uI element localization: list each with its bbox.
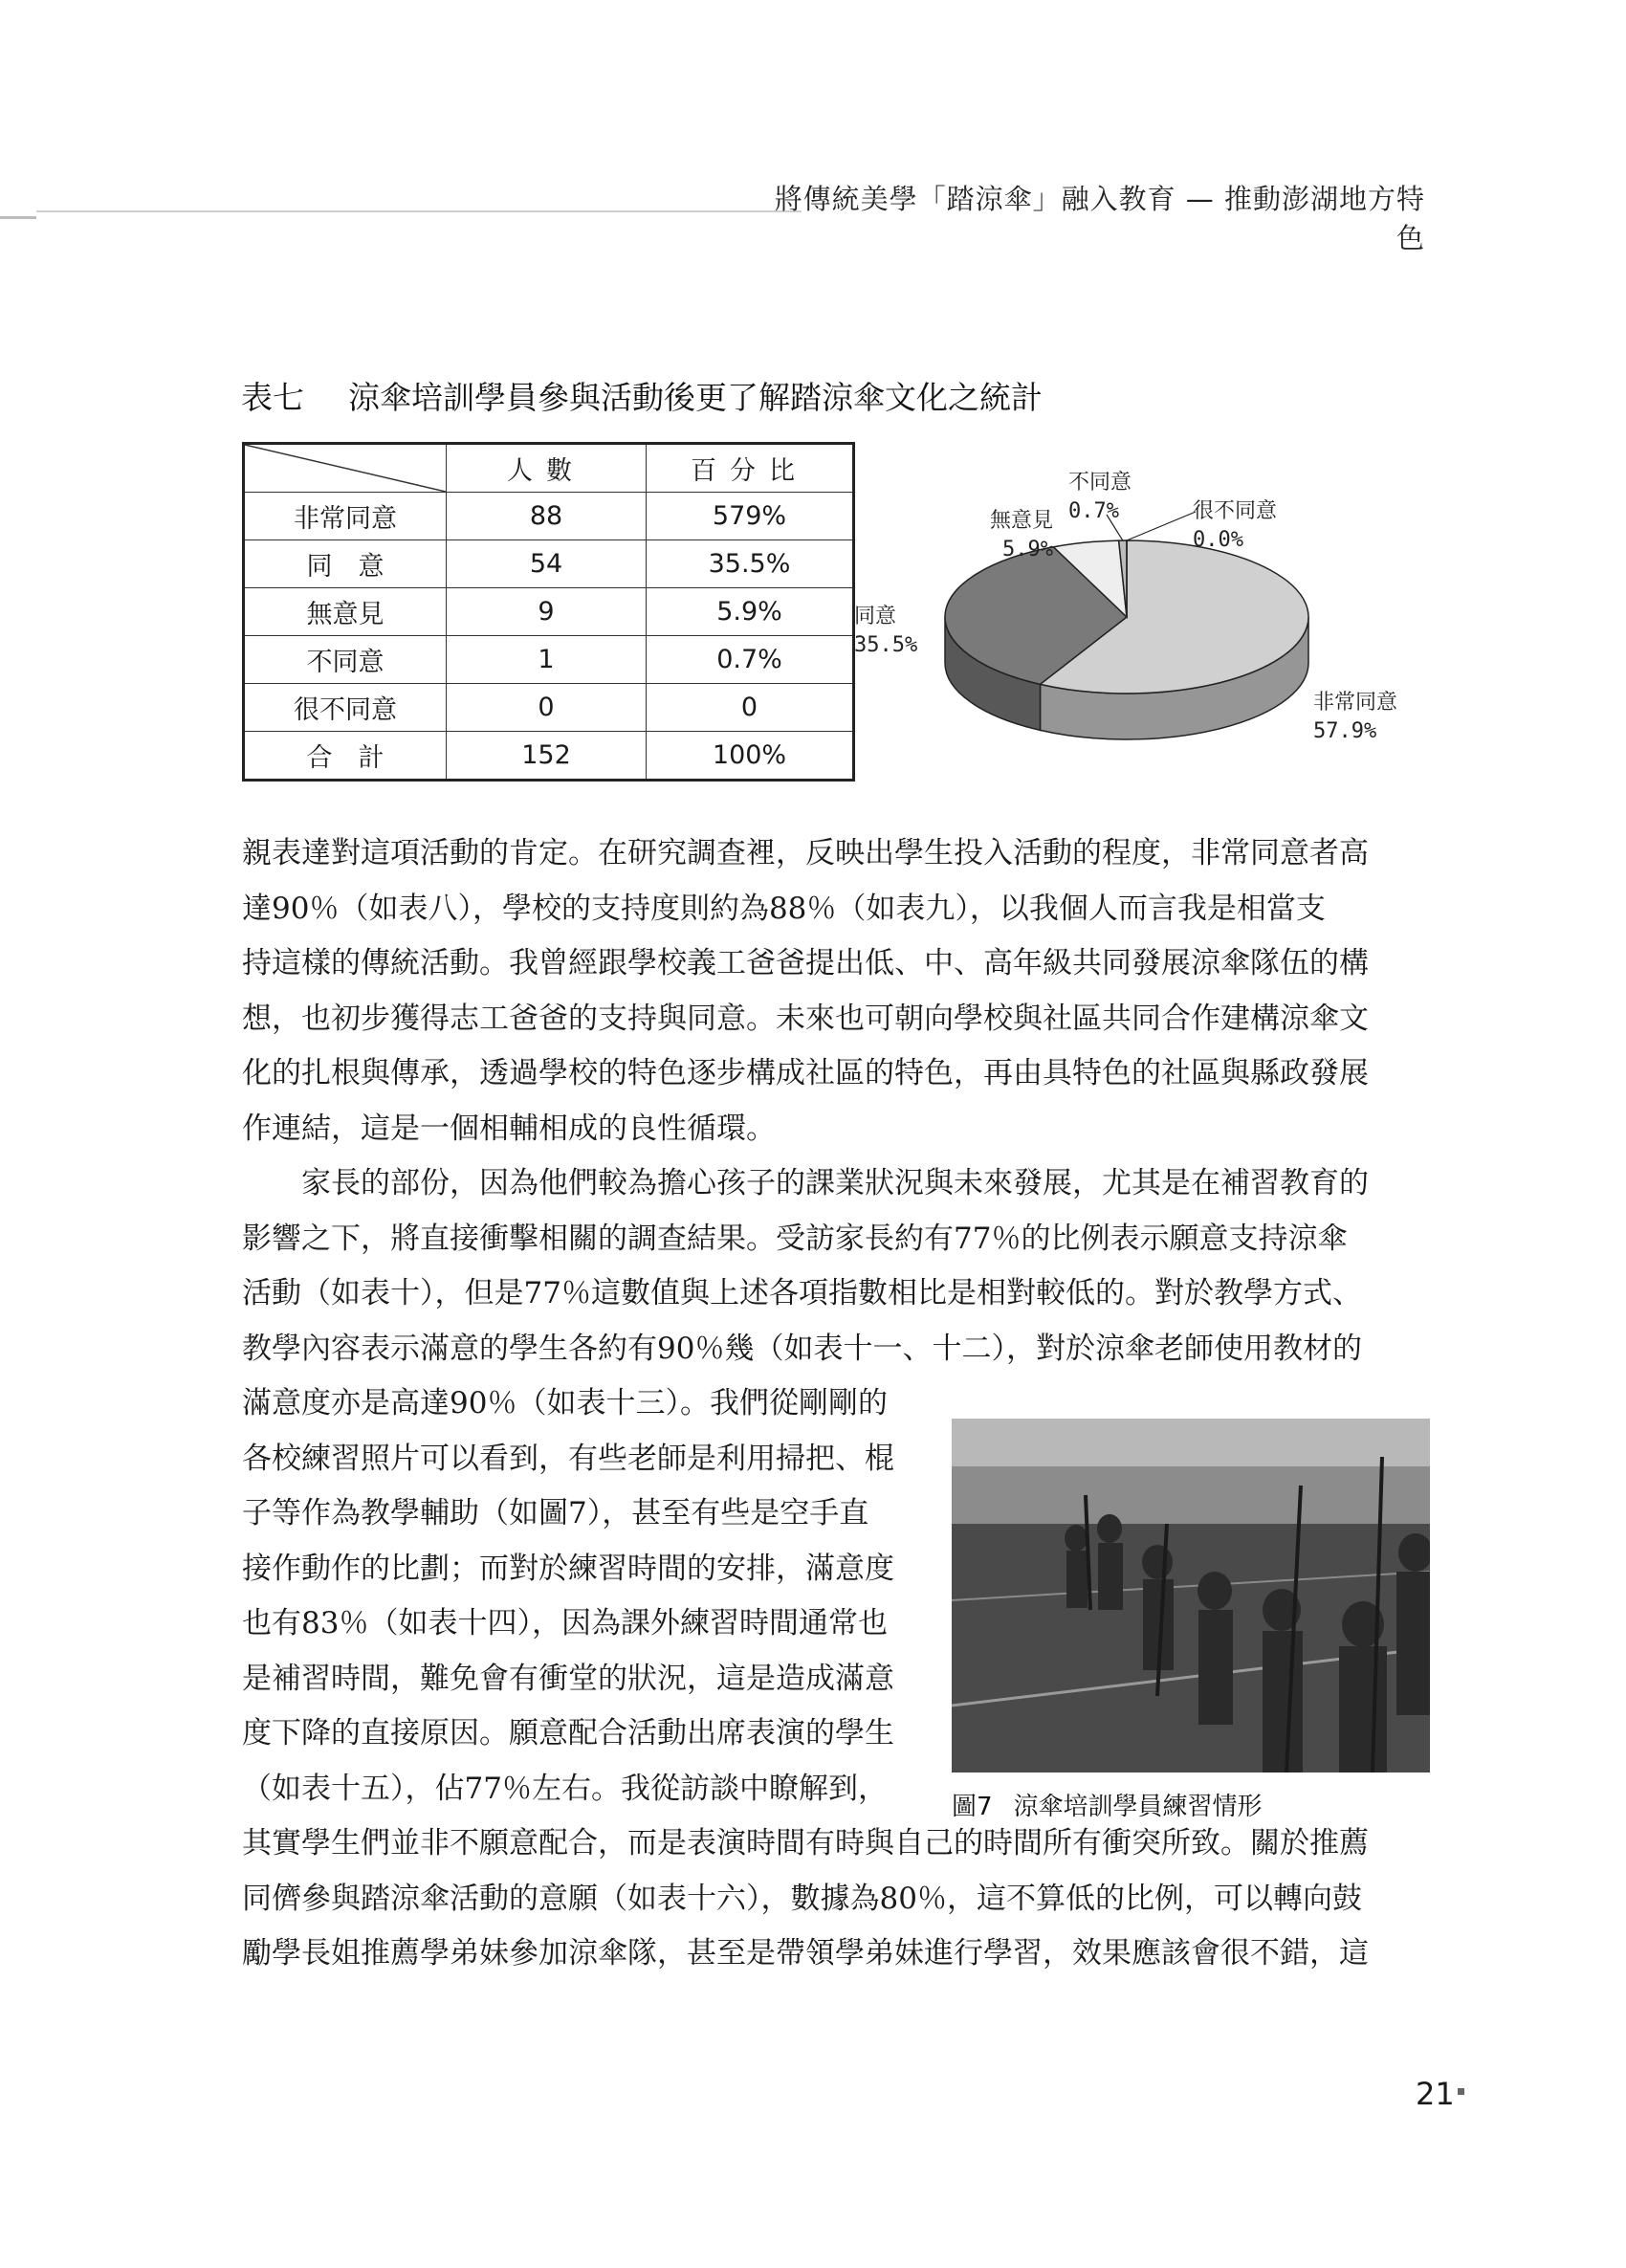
row-percent: 100% bbox=[647, 732, 854, 781]
table-total-row bbox=[244, 732, 854, 781]
header-rule-left bbox=[0, 216, 36, 219]
text-line: 達90％（如表八），學校的支持度則約為88％（如表九），以我個人而言我是相當支 bbox=[242, 891, 1326, 926]
pie-label-value: 0.7% bbox=[1068, 499, 1119, 523]
row-count: 1 bbox=[447, 636, 647, 684]
figure-caption-text: 涼傘培訓學員練習情形 bbox=[1013, 1793, 1263, 1821]
text-line: 化的扎根與傳承，透過學校的特色逐步構成社區的特色，再由具特色的社區與縣政發展 bbox=[242, 1056, 1369, 1090]
page-marker-square bbox=[1458, 2088, 1464, 2095]
text-line: （如表十五），佔77％左右。我從訪談中瞭解到， bbox=[242, 1771, 888, 1806]
table-number: 表七 bbox=[241, 379, 304, 416]
text-line: 勵學長姐推薦學弟妹參加涼傘隊，甚至是帶領學弟妹進行學習，效果應該會很不錯，這 bbox=[242, 1936, 1369, 1971]
pie-label-value: 5.9% bbox=[1002, 538, 1054, 561]
table-corner-cell bbox=[244, 444, 447, 493]
text-line: 滿意度亦是高達90％（如表十三）。我們從剛剛的 bbox=[242, 1386, 888, 1420]
paragraph-1 bbox=[242, 826, 1428, 1156]
table-caption bbox=[241, 373, 1043, 418]
pie-label-name: 不同意 bbox=[1068, 471, 1132, 495]
text-line: 同儕參與踏涼傘活動的意願（如表十六），數據為80％，這不算低的比例，可以轉向鼓 bbox=[242, 1881, 1362, 1916]
text-line: 親表達對這項活動的肯定。在研究調查裡，反映出學生投入活動的程度，非常同意者高 bbox=[242, 836, 1369, 870]
row-count: 0 bbox=[447, 684, 647, 732]
page-number: 21 bbox=[1416, 2076, 1455, 2112]
paragraph-2-wrapped bbox=[242, 1376, 931, 1817]
text-line: 影響之下，將直接衝擊相關的調查結果。受訪家長約有77％的比例表示願意支持涼傘 bbox=[242, 1221, 1348, 1256]
text-line: 持這樣的傳統活動。我曾經跟學校義工爸爸提出低、中、高年級共同發展涼傘隊伍的構 bbox=[242, 946, 1369, 980]
text-line: 接作動作的比劃；而對於練習時間的安排，滿意度 bbox=[242, 1551, 894, 1586]
row-percent: 0.7% bbox=[647, 636, 854, 684]
paragraph-2 bbox=[242, 1156, 1428, 1376]
column-header-percent: 百分比 bbox=[647, 444, 854, 493]
row-count: 9 bbox=[447, 588, 647, 636]
text-line: 想，也初步獲得志工爸爸的支持與同意。未來也可朝向學校與社區共同合作建構涼傘文 bbox=[242, 1001, 1369, 1036]
pie-label-disagree bbox=[1068, 469, 1132, 526]
row-label: 很不同意 bbox=[244, 684, 447, 732]
text-line: 其實學生們並非不願意配合，而是表演時間有時與自己的時間所有衝突所致。關於推薦 bbox=[242, 1826, 1369, 1861]
pie-chart bbox=[856, 469, 1449, 775]
text-line: 作連結，這是一個相輔相成的良性循環。 bbox=[242, 1111, 776, 1146]
row-percent: 0 bbox=[647, 684, 854, 732]
header-rule bbox=[36, 210, 802, 212]
row-label: 合 計 bbox=[244, 732, 447, 781]
pie-label-no-opinion bbox=[990, 507, 1053, 564]
pie-label-value: 57.9% bbox=[1313, 719, 1377, 743]
text-line: 活動（如表十），但是77％這數值與上述各項指數相比是相對較低的。對於教學方式、 bbox=[242, 1276, 1362, 1310]
row-count: 152 bbox=[447, 732, 647, 781]
table-row bbox=[244, 493, 854, 540]
row-label: 同 意 bbox=[244, 540, 447, 588]
row-count: 88 bbox=[447, 493, 647, 540]
table-header-row bbox=[244, 444, 854, 493]
text-line: 子等作為教學輔助（如圖7），甚至有些是空手直 bbox=[242, 1496, 869, 1530]
statistics-table bbox=[242, 442, 855, 782]
running-title: 將傳統美學「踏涼傘」融入教育 — 推動澎湖地方特色 bbox=[774, 183, 1425, 254]
text-line: 也有83％（如表十四），因為課外練習時間通常也 bbox=[242, 1606, 888, 1640]
pie-label-value: 0.0% bbox=[1193, 528, 1243, 552]
pie-label-value: 35.5% bbox=[854, 633, 918, 657]
column-header-count: 人數 bbox=[447, 444, 647, 493]
pie-label-name: 非常同意 bbox=[1313, 691, 1398, 715]
text-line: 家長的部份，因為他們較為擔心孩子的課業狀況與未來發展，尤其是在補習教育的 bbox=[242, 1166, 1369, 1200]
pie-leader-line-1 bbox=[1127, 512, 1196, 540]
text-line: 教學內容表示滿意的學生各約有90％幾（如表十一、十二），對於涼傘老師使用教材的 bbox=[242, 1331, 1362, 1366]
text-line: 度下降的直接原因。願意配合活動出席表演的學生 bbox=[242, 1716, 894, 1751]
pie-label-name: 同意 bbox=[854, 605, 897, 628]
row-label: 無意見 bbox=[244, 588, 447, 636]
text-line: 各校練習照片可以看到，有些老師是利用掃把、棍 bbox=[242, 1441, 894, 1476]
table-row bbox=[244, 636, 854, 684]
table-title: 涼傘培訓學員參與活動後更了解踏涼傘文化之統計 bbox=[348, 379, 1043, 416]
row-count: 54 bbox=[447, 540, 647, 588]
row-label: 不同意 bbox=[244, 636, 447, 684]
figure-number: 圖7 bbox=[952, 1793, 993, 1821]
paragraph-2-end bbox=[242, 1817, 1428, 1982]
table-row bbox=[244, 684, 854, 732]
text-line: 是補習時間，難免會有衝堂的狀況，這是造成滿意 bbox=[242, 1661, 894, 1696]
row-percent: 35.5% bbox=[647, 540, 854, 588]
pie-label-name: 無意見 bbox=[990, 509, 1054, 533]
row-percent: 579% bbox=[647, 493, 854, 540]
row-label: 非常同意 bbox=[244, 493, 447, 540]
diagonal-line bbox=[245, 445, 446, 492]
pie-label-name: 很不同意 bbox=[1193, 499, 1278, 523]
figure-caption bbox=[952, 1787, 1263, 1822]
row-percent: 5.9% bbox=[647, 588, 854, 636]
pie-label-agree bbox=[854, 603, 917, 660]
pie-label-strongly-agree bbox=[1313, 689, 1397, 746]
practice-photo bbox=[952, 1419, 1430, 1773]
pie-label-strongly-disagree bbox=[1193, 497, 1277, 555]
table-row bbox=[244, 540, 854, 588]
table-row bbox=[244, 588, 854, 636]
photo-illustration bbox=[952, 1419, 1430, 1773]
